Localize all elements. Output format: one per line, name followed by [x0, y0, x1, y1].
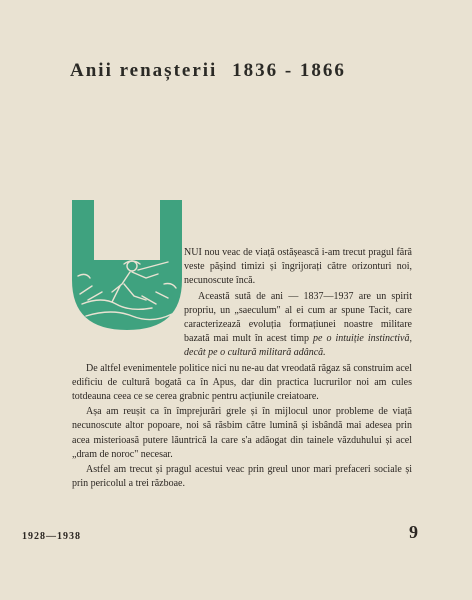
chapter-years: 1836 - 1866: [232, 60, 346, 81]
paragraph-1: NUI nou veac de viață ostășească i-am trecut pragul fără veste pășind timizi și îngrijorați către orizonturi noi, necunoscute încă.: [184, 247, 412, 287]
paragraph-5: Astfel am trecut și pragul acestui veac prin greul unor mari prefaceri sociale și prin pericolul a trei războae.: [72, 464, 412, 490]
paragraph-2-italic: pe o intuiție instinctivă, decât pe o cultură militară adâncă.: [184, 333, 412, 359]
paragraph-4: Așa am reușit ca în împrejurări grele și în mijlocul unor probleme de viață necunoscute altor popoare, noi să răsbim către lumină și isbândă mai adesea prin acea misterioasă putere lăuntrică la care s'a adăogat din tainele văzduhului și acel „dram de noroc" necesar.: [72, 406, 412, 460]
paragraph-2-text: Această sută de ani — 1837—1937 are un spirit propriu, un „saeculum" al ei cum ar spune Tacit, care caracterizează evoluția formațiunei noastre militare bazată mai mult în acest timp: [184, 290, 412, 345]
paragraph-3: De altfel evenimentele politice nici nu ne-au dat vreodată răgaz să construim acel edificiu de cultură bogată ca în Apus, dar din practica lucrurilor noi am cules totdeauna ceea ce se cerea grabnic pentru acțiunile creiatoare.: [72, 362, 412, 403]
paragraph-2: [184, 290, 412, 361]
main-text: [72, 246, 412, 491]
chapter-heading: [70, 60, 410, 82]
footer-years: 1928—1938: [22, 531, 81, 542]
page-number: 9: [409, 522, 418, 542]
chapter-title: Anii renașterii: [70, 60, 218, 81]
